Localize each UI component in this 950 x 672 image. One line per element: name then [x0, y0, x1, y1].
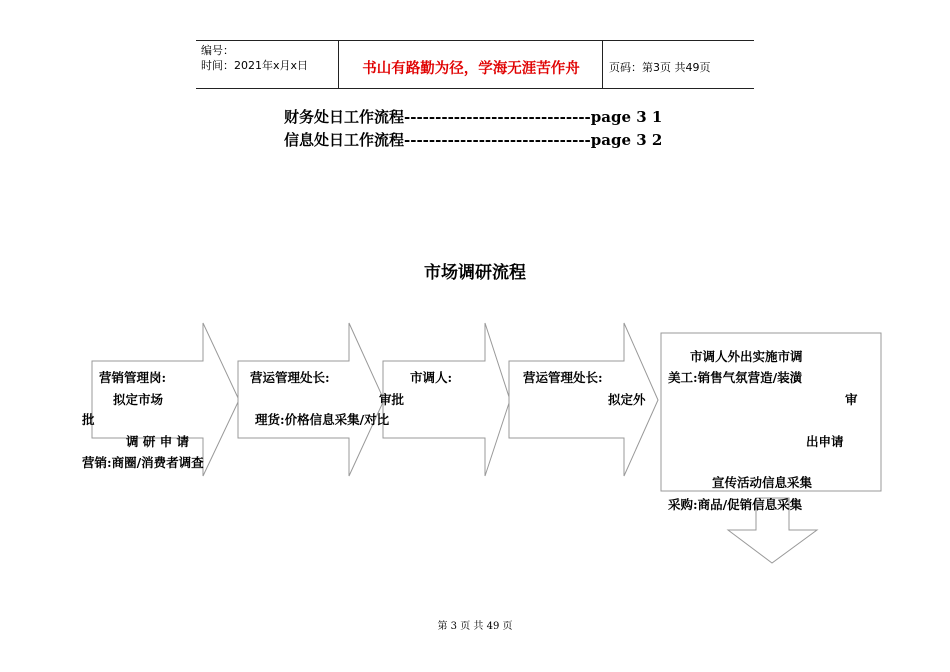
step5-line4: 出申请: [806, 434, 844, 449]
step5-line2: 美工:销售气氛营造/装潢: [668, 370, 803, 385]
header-motto: 书山有路勤为径，学海无涯苦作舟: [362, 61, 580, 77]
step2-line1: 营运管理处长:: [250, 370, 330, 385]
step1-line4: 调 研 申 请: [126, 434, 190, 449]
header-number-label: 编号：: [201, 44, 234, 57]
toc-line-finance: 财务处日工作流程------------------------------page 3 1: [284, 108, 663, 126]
step4-line1: 营运管理处长:: [523, 370, 603, 385]
step5-line3: 审: [845, 392, 858, 407]
step2-line2: 审批: [379, 392, 405, 407]
step2-line3: 理货:价格信息采集/对比: [255, 412, 390, 427]
toc-line-info: 信息处日工作流程------------------------------page 3 2: [284, 131, 663, 149]
step5-line5: 宣传活动信息采集: [712, 475, 813, 490]
step1-line5: 营销:商圈/消费者调查: [82, 455, 204, 470]
header-page-info: 页码：第3页 共49页: [609, 61, 711, 74]
step1-line2: 拟定市场: [113, 392, 164, 407]
step5-line6: 采购:商品/促销信息采集: [668, 497, 803, 512]
header-time-label: 时间：2021年x月x日: [201, 59, 309, 72]
page-footer: 第 3 页 共 49 页: [437, 621, 513, 632]
step4-line2: 拟定外: [608, 392, 646, 407]
step5-line1: 市调人外出实施市调: [690, 349, 803, 364]
step1-line1: 营销管理岗:: [99, 370, 167, 385]
section-title: 市场调研流程: [424, 263, 526, 283]
step3-line1: 市调人:: [410, 370, 453, 385]
step1-line3: 批: [82, 412, 95, 427]
flow-arrow-2: [238, 323, 384, 476]
